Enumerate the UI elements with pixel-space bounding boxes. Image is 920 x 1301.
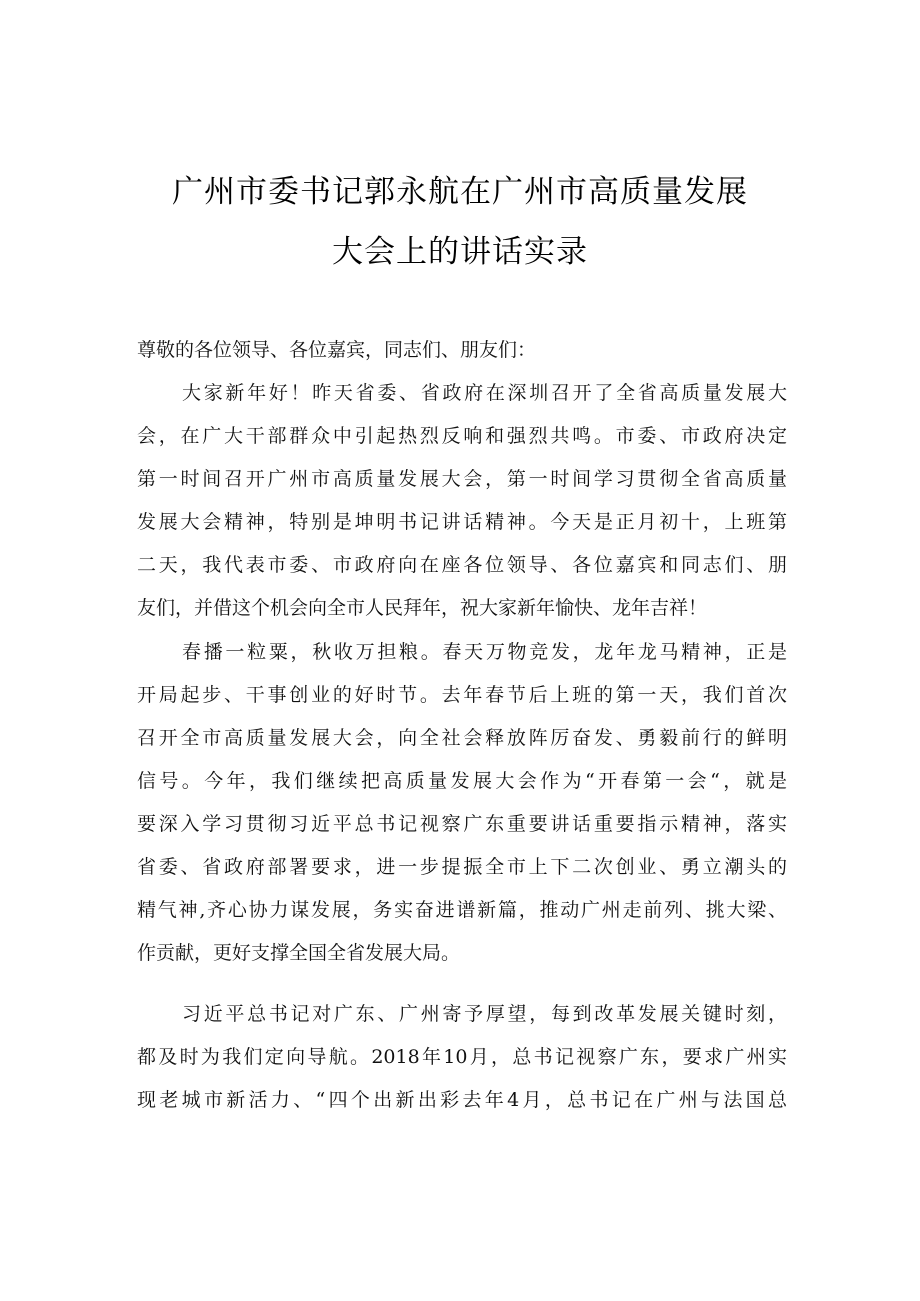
paragraph-line: 精气神,齐心协力谋发展，务实奋进谱新篇，推动广州走前列、挑大梁、 <box>137 899 787 921</box>
paragraph-line: 信号。今年，我们继续把高质量发展大会作为“开春第一会“，就是 <box>137 770 787 792</box>
paragraph-line: 大家新年好！昨天省委、省政府在深圳召开了全省高质量发展大 <box>182 382 787 404</box>
paragraph-line: 开局起步、干事创业的好时节。去年春节后上班的第一天，我们首次 <box>137 684 787 706</box>
paragraph-line: 习近平总书记对广东、广州寄予厚望，每到改革发展关键时刻， <box>182 1003 787 1025</box>
document-title-line-2: 大会上的讲话实录 <box>332 234 588 270</box>
paragraph-line: 第一时间召开广州市高质量发展大会，第一时间学习贯彻全省高质量 <box>137 468 787 490</box>
paragraph-line: 都及时为我们定向导航。2018年10月，总书记视察广东，要求广州实 <box>137 1046 787 1068</box>
paragraph-1 <box>137 372 787 630</box>
paragraph-line: 会，在广大干部群众中引起热烈反响和强烈共鸣。市委、市政府决定 <box>137 425 787 447</box>
paragraph-2 <box>137 631 787 975</box>
paragraph-3 <box>137 993 787 1122</box>
document-title-line-1: 广州市委书记郭永航在广州市高质量发展 <box>172 174 748 210</box>
paragraph-line: 春播一粒粟，秋收万担粮。春天万物竞发，龙年龙马精神，正是 <box>182 641 787 663</box>
paragraph-line: 发展大会精神，特别是坤明书记讲话精神。今天是正月初十，上班第 <box>137 511 787 533</box>
paragraph-line: 友们，并借这个机会向全市人民拜年，祝大家新年愉快、龙年吉祥！ <box>137 597 708 619</box>
paragraph-line: 省委、省政府部署要求，进一步提振全市上下二次创业、勇立潮头的 <box>137 856 787 878</box>
paragraph-line: 作贡献，更好支撑全国全省发展大局。 <box>137 942 461 964</box>
salutation: 尊敬的各位领导、各位嘉宾，同志们、朋友们： <box>137 339 537 361</box>
paragraph-line: 现老城市新活力、“四个出新出彩去年4月，总书记在广州与法国总 <box>137 1089 787 1111</box>
paragraph-line: 要深入学习贯彻习近平总书记视察广东重要讲话重要指示精神，落实 <box>137 813 787 835</box>
paragraph-line: 召开全市高质量发展大会，向全社会释放阵厉奋发、勇毅前行的鲜明 <box>137 727 787 749</box>
paragraph-line: 二天，我代表市委、市政府向在座各位领导、各位嘉宾和同志们、朋 <box>137 554 787 576</box>
